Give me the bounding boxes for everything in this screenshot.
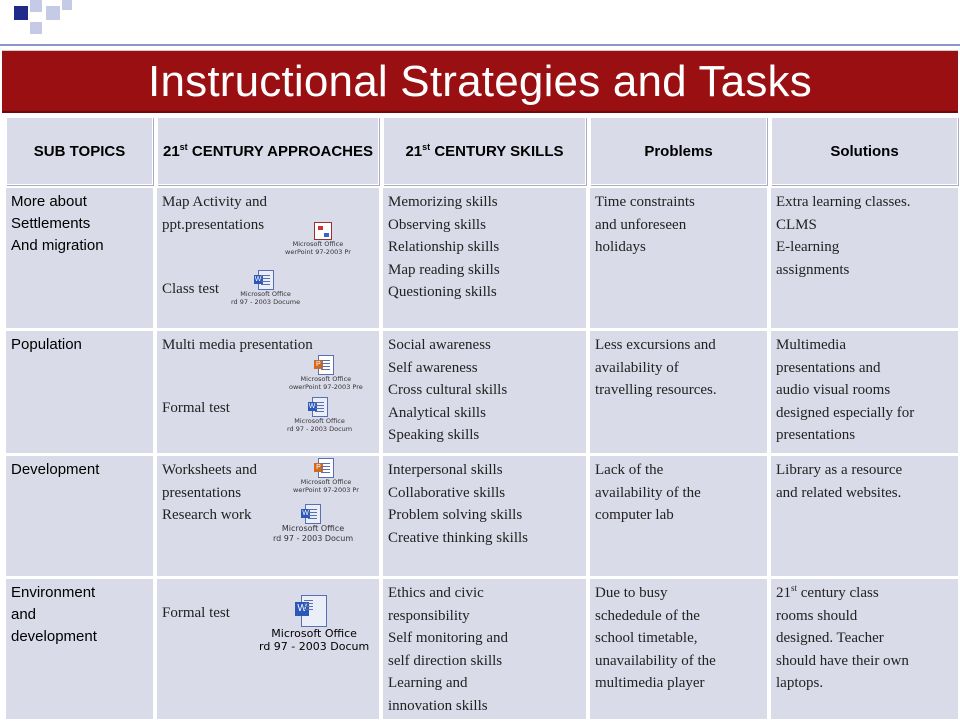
problem-line: availability of [595, 359, 679, 376]
topic-cell [6, 331, 153, 453]
solution-line: CLMS [776, 216, 817, 233]
solution-line: designed. Teacher [776, 630, 884, 646]
approach-line: Map Activity and [162, 194, 267, 210]
solution-line: designed especially for [776, 404, 915, 421]
topic-cell [6, 188, 153, 328]
icon-caption: Microsoft Office [240, 290, 291, 298]
skill-line: Social awareness [388, 337, 491, 353]
solution-line: laptops. [776, 675, 824, 691]
solution-line: assignments [776, 261, 850, 278]
title-bar [2, 50, 958, 113]
topic-cell [6, 456, 153, 576]
icon-caption: Microsoft Office [271, 627, 357, 640]
header-label: CENTURY APPROACHES [187, 142, 373, 160]
header-label: SUB TOPICS [33, 142, 126, 160]
topic-line: Development [11, 461, 100, 478]
skills-cell [383, 579, 586, 719]
topic-line: Population [11, 336, 82, 353]
skill-line: Self awareness [388, 359, 478, 376]
skill-line: Analytical skills [388, 404, 486, 421]
skill-line: innovation skills [388, 697, 488, 714]
header-sup: st [422, 141, 431, 152]
solution-line: rooms should [776, 607, 858, 624]
topic-cell [6, 579, 153, 719]
skills-cell [383, 188, 586, 328]
skill-line: Interpersonal skills [388, 462, 503, 478]
header-label: Solutions [830, 142, 899, 160]
skill-line: Ethics and civic [388, 585, 484, 601]
approach-line: Formal test [162, 605, 230, 621]
header-approaches [157, 117, 379, 185]
solution-line: Extra learning classes. [776, 194, 911, 210]
approaches-cell [157, 331, 379, 453]
topic-line: Settlements [11, 215, 91, 232]
approach-line: presentations [162, 484, 242, 501]
corner-square-2 [30, 0, 42, 12]
word-document-icon[interactable] [273, 504, 353, 544]
header-sup: st [179, 141, 188, 152]
skill-line: Questioning skills [388, 284, 497, 300]
corner-square-4 [46, 6, 60, 20]
corner-square-1 [14, 6, 28, 20]
table-row [6, 331, 958, 453]
p-badge-icon: P [314, 463, 323, 472]
word-document-icon[interactable] [259, 595, 369, 653]
header-solutions [771, 117, 958, 185]
solution-line: and related websites. [776, 484, 902, 501]
solution-text: century class [797, 585, 879, 601]
icon-caption: rd 97 - 2003 Docum [287, 425, 353, 433]
problems-cell [590, 188, 767, 328]
document-icon [318, 355, 334, 375]
topic-line: And migration [11, 237, 104, 254]
problems-cell [590, 456, 767, 576]
icon-caption: owerPoint 97-2003 Pre [289, 383, 363, 391]
approach-line: Class test [162, 281, 220, 297]
skill-line: Problem solving skills [388, 507, 523, 523]
problem-line: Lack of the [595, 462, 664, 478]
powerpoint-object-icon[interactable] [293, 458, 359, 494]
page-title: Instructional Strategies and Tasks [148, 57, 812, 106]
icon-caption: Microsoft Office [281, 524, 345, 533]
powerpoint-object-icon[interactable] [289, 355, 363, 391]
solution-line: Library as a resource [776, 462, 903, 478]
skill-line: Memorizing skills [388, 194, 498, 210]
problem-line: travelling resources. [595, 382, 717, 398]
skills-cell [383, 331, 586, 453]
w-badge-icon: W [302, 510, 309, 517]
solution-line: should have their own [776, 652, 909, 669]
document-icon [308, 397, 328, 417]
problem-line: school timetable, [595, 630, 698, 646]
approach-line: Formal test [162, 400, 230, 416]
solution-text: 21 [776, 585, 791, 601]
skill-line: Self monitoring and [388, 630, 508, 646]
skill-line: Cross cultural skills [388, 382, 508, 398]
org-chart-icon [314, 222, 332, 240]
problem-line: Time constraints [595, 194, 695, 210]
skill-line: Observing skills [388, 216, 486, 233]
table-row [6, 579, 958, 719]
header-label: Problems [644, 142, 713, 160]
header-row [6, 117, 958, 185]
corner-square-5 [62, 0, 72, 10]
problem-line: holidays [595, 239, 646, 255]
solution-line [776, 582, 954, 605]
skill-line: Creative thinking skills [388, 529, 528, 546]
topic-line: development [11, 628, 97, 645]
solutions-cell [771, 331, 958, 453]
skill-line: Map reading skills [388, 261, 500, 278]
icon-caption: Microsoft Office [292, 240, 344, 248]
approaches-cell [157, 456, 379, 576]
p-badge-icon: P [314, 360, 323, 369]
header-skills [383, 117, 586, 185]
skills-cell [383, 456, 586, 576]
topic-line: Environment [11, 584, 96, 601]
w-badge-icon: W [295, 602, 309, 616]
document-icon [297, 595, 327, 627]
approach-line: Worksheets and [162, 462, 258, 478]
header-label: 21 [405, 142, 423, 160]
skill-line: responsibility [388, 607, 470, 624]
problem-line: Less excursions and [595, 337, 716, 353]
problem-line: Due to busy [595, 585, 668, 601]
icon-caption: werPoint 97-2003 Pr [285, 248, 351, 256]
problems-cell [590, 579, 767, 719]
solution-line: audio visual rooms [776, 382, 891, 398]
header-divider [0, 44, 960, 46]
approaches-cell [157, 188, 379, 328]
strategies-table [2, 114, 960, 722]
header-label: 21 [162, 142, 180, 160]
icon-caption: werPoint 97-2003 Pr [293, 486, 359, 494]
table-row [6, 456, 958, 576]
powerpoint-object-icon[interactable] [285, 240, 351, 256]
solution-sup: st [791, 583, 798, 593]
w-badge-icon: W [308, 403, 316, 410]
icon-caption: rd 97 - 2003 Docume [231, 298, 301, 306]
solutions-cell [771, 579, 958, 719]
topic-line: and [11, 606, 37, 623]
problem-line: and unforeseen [595, 216, 687, 233]
approaches-cell [157, 579, 379, 719]
approach-line: ppt.presentations [162, 216, 265, 233]
problem-line: schededule of the [595, 607, 700, 624]
approach-line: Research work [162, 507, 252, 523]
solution-line: presentations [776, 427, 856, 443]
icon-caption: rd 97 - 2003 Docum [259, 640, 370, 653]
icon-caption: rd 97 - 2003 Docum [273, 534, 354, 543]
icon-caption: Microsoft Office [300, 478, 352, 486]
problem-line: multimedia player [595, 675, 705, 691]
solution-line: presentations and [776, 359, 881, 376]
skill-line: Learning and [388, 675, 468, 691]
word-document-icon[interactable] [287, 397, 352, 433]
icon-caption: Microsoft Office [294, 417, 345, 425]
header-problems [590, 117, 767, 185]
problem-line: availability of the [595, 484, 701, 501]
header-sub-topics [6, 117, 153, 185]
solution-line: E-learning [776, 239, 840, 255]
skill-line: Speaking skills [388, 427, 480, 443]
skill-line: Relationship skills [388, 239, 500, 255]
table-row [6, 188, 958, 328]
problem-line: unavailability of the [595, 652, 716, 669]
document-icon [318, 458, 334, 478]
corner-square-3 [30, 22, 42, 34]
skill-line: self direction skills [388, 652, 503, 669]
skill-line: Collaborative skills [388, 484, 506, 501]
solutions-cell [771, 188, 958, 328]
header-label: CENTURY SKILLS [430, 142, 564, 160]
approach-line: Multi media presentation [162, 337, 313, 353]
icon-caption: Microsoft Office [300, 375, 352, 383]
word-document-icon[interactable] [231, 270, 300, 306]
topic-line: More about [11, 193, 87, 210]
problems-cell [590, 331, 767, 453]
w-badge-icon: W [254, 276, 262, 283]
problem-line: computer lab [595, 507, 674, 523]
solutions-cell [771, 456, 958, 576]
document-icon [254, 270, 274, 290]
document-icon [302, 504, 321, 524]
solution-line: Multimedia [776, 337, 846, 353]
